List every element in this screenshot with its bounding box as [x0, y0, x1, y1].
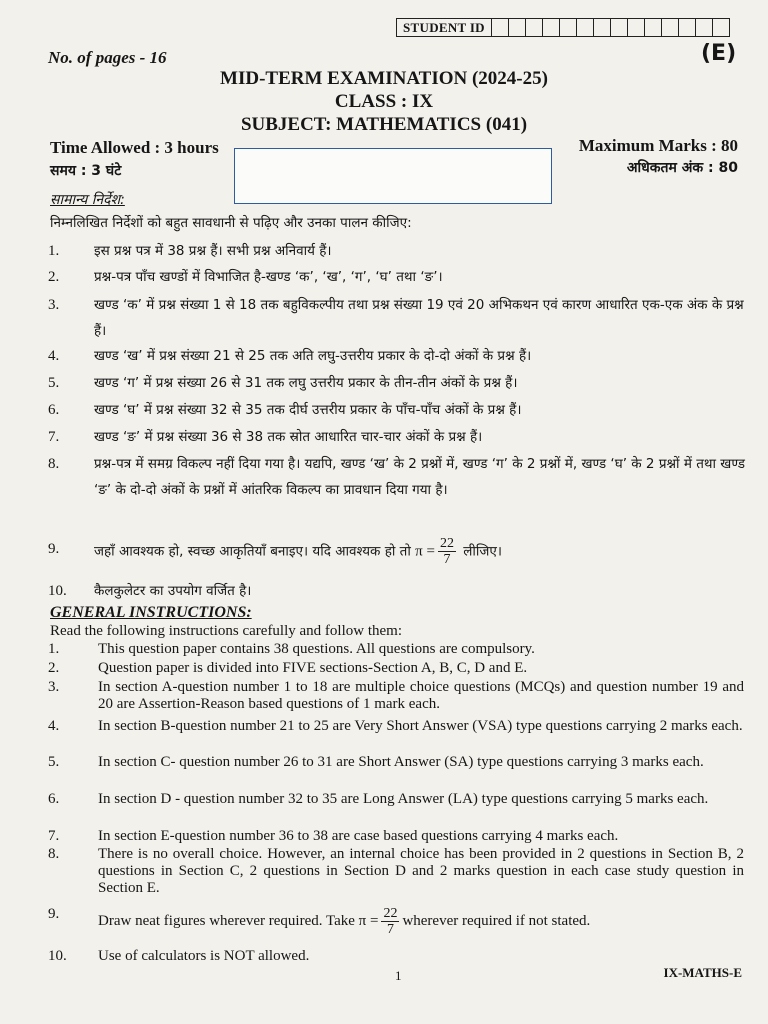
item-number: 4.: [48, 348, 60, 364]
subject-title: SUBJECT: MATHEMATICS (041): [240, 114, 528, 135]
item-text: In section E-question number 36 to 38 are case based questions carrying 4 marks each.: [98, 828, 619, 844]
time-allowed-hi: समय : 3 घंटे: [50, 163, 122, 179]
exam-title: MID-TERM EXAMINATION (2024-25): [220, 68, 548, 89]
item-text: Use of calculators is NOT allowed.: [98, 948, 310, 964]
item-text: In section C- question number 26 to 31 are Short Answer (SA) type questions carrying 3 marks each.: [98, 754, 704, 770]
item-text: प्रश्न-पत्र में समग्र विकल्प नहीं दिया गया है। यद्यपि, खण्ड ‘ख’ के 2 प्रश्नों में, खण्ड ‘ग’ के 2 प्रश्नों में, खण्ड ‘घ’ के 2 प्रश्नों में तथा खण्ड ‘ङ’ के दो-दो अंकों के प्रश्नों में आंतरिक विकल्प का प्रावधान दिया गया है।: [94, 456, 745, 498]
item-number: 3.: [48, 679, 60, 695]
item-text: In section D - question number 32 to 35 are Long Answer (LA) type questions carrying 5 marks each.: [98, 791, 709, 807]
item-number: 6.: [48, 402, 60, 418]
pi-symbol: π =: [358, 912, 379, 929]
item-number: 8.: [48, 456, 60, 472]
hindi-instructions-heading: सामान्य निर्देश:: [50, 192, 125, 208]
hindi-instruction-item: [48, 397, 748, 423]
student-id-cell[interactable]: [492, 19, 509, 36]
item-number: 10.: [48, 948, 67, 964]
student-id-cell[interactable]: [628, 19, 645, 36]
student-id-cell[interactable]: [526, 19, 543, 36]
item-number: 5.: [48, 754, 60, 770]
pi-fraction: [381, 906, 399, 937]
hindi-instruction-item: [48, 578, 748, 604]
item-text: [98, 906, 744, 937]
time-allowed-en: Time Allowed : 3 hours: [50, 138, 219, 157]
student-id-cell[interactable]: [594, 19, 611, 36]
item-text: कैलकुलेटर का उपयोग वर्जित है।: [94, 583, 252, 599]
item-text: This question paper contains 38 questions. All questions are compulsory.: [98, 641, 535, 657]
hindi-instruction-item: [48, 424, 748, 450]
instruction-item: [48, 948, 744, 965]
blank-stamp-box: [234, 148, 552, 204]
student-id-cell[interactable]: [543, 19, 560, 36]
item-text: खण्ड ‘घ’ में प्रश्न संख्या 32 से 35 तक दीर्घ उत्तरीय प्रकार के पाँच-पाँच अंकों के प्रश्न हैं।: [94, 402, 522, 418]
item-text: In section A-question number 1 to 18 are multiple choice questions (MCQs) and question number 19 and 20 are Assertion-Reason based questions of 1 mark each.: [98, 679, 744, 712]
instruction-item: [48, 641, 744, 658]
student-id-cell[interactable]: [713, 19, 729, 36]
instruction-item: [48, 754, 744, 771]
student-id-cell[interactable]: [645, 19, 662, 36]
hindi-instructions-intro: निम्नलिखित निर्देशों को बहुत सावधानी से पढ़िए और उनका पालन कीजिए:: [50, 215, 412, 231]
student-id-cell[interactable]: [611, 19, 628, 36]
item-text: खण्ड ‘ख’ में प्रश्न संख्या 21 से 25 तक अति लघु-उत्तरीय प्रकार के दो-दो अंकों के प्रश्न हैं।: [94, 348, 532, 364]
item-text-after: लीजिए।: [463, 543, 503, 560]
page-count: No. of pages - 16: [48, 48, 167, 67]
item-number: 5.: [48, 375, 60, 391]
set-code: (E): [701, 41, 737, 66]
max-marks-en: Maximum Marks : 80: [578, 136, 738, 155]
hindi-instruction-item: [48, 343, 748, 369]
item-number: 10.: [48, 583, 67, 599]
item-text: प्रश्न-पत्र पाँच खण्डों में विभाजित है-खण्ड ‘क’, ‘ख’, ‘ग’, ‘घ’ तथा ‘ङ’।: [94, 269, 443, 285]
item-text-before: Draw neat figures wherever required. Take: [98, 912, 355, 929]
hindi-instruction-item: [48, 451, 748, 503]
item-number: 8.: [48, 846, 60, 862]
student-id-cell[interactable]: [679, 19, 696, 36]
hindi-instruction-item: [48, 536, 748, 567]
student-id-label: STUDENT ID: [397, 19, 492, 36]
student-id-cell[interactable]: [662, 19, 679, 36]
page-number: 1: [395, 968, 402, 983]
item-text: खण्ड ‘क’ में प्रश्न संख्या 1 से 18 तक बहुविकल्पीय तथा प्रश्न संख्या 19 एवं 20 अभिकथन एवं कारण आधारित एक-एक अंक के प्रश्न हैं।: [94, 297, 744, 339]
hindi-instruction-item: [48, 264, 748, 290]
item-text-before: जहाँ आवश्यक हो, स्वच्छ आकृतियाँ बनाइए। यदि आवश्यक हो तो: [94, 543, 411, 560]
general-instructions-intro: Read the following instructions carefully and follow them:: [50, 623, 403, 639]
instruction-item: [48, 906, 744, 937]
student-id-cell[interactable]: [577, 19, 594, 36]
fraction-numerator: 22: [439, 536, 454, 551]
item-text: खण्ड ‘ङ’ में प्रश्न संख्या 36 से 38 तक स्रोत आधारित चार-चार अंकों के प्रश्न हैं।: [94, 429, 483, 445]
fraction-numerator: 22: [383, 906, 398, 921]
item-number: 7.: [48, 429, 60, 445]
general-instructions-heading: GENERAL INSTRUCTIONS:: [50, 604, 252, 621]
item-text: In section B-question number 21 to 25 are Very Short Answer (VSA) type questions carrying 2 marks each.: [98, 718, 743, 734]
instruction-item: [48, 660, 744, 677]
item-number: 7.: [48, 828, 60, 844]
item-number: 6.: [48, 791, 60, 807]
item-text: There is no overall choice. However, an internal choice has been provided in 2 questions in Section B, 2 questions in Section C, 2 questions in Section D and 2 marks question in each case study question in Section E.: [98, 846, 744, 896]
item-text-after: wherever required if not stated.: [402, 912, 591, 929]
item-text: खण्ड ‘ग’ में प्रश्न संख्या 26 से 31 तक लघु उत्तरीय प्रकार के तीन-तीन अंकों के प्रश्न हैं।: [94, 375, 518, 391]
student-id-cell[interactable]: [560, 19, 577, 36]
instruction-item: [48, 846, 744, 897]
item-text: [94, 536, 748, 567]
instruction-item: [48, 679, 744, 713]
item-number: 3.: [48, 297, 60, 313]
student-id-box[interactable]: [396, 18, 730, 37]
paper-code: IX-MATHS-E: [663, 965, 742, 980]
item-number: 2.: [48, 269, 60, 285]
student-id-cell[interactable]: [696, 19, 713, 36]
item-number: 9.: [48, 906, 60, 922]
fraction-denominator: 7: [443, 552, 451, 567]
item-number: 1.: [48, 641, 60, 657]
item-number: 4.: [48, 718, 60, 734]
item-text: इस प्रश्न पत्र में 38 प्रश्न हैं। सभी प्रश्न अनिवार्य हैं।: [94, 243, 332, 259]
instruction-item: [48, 718, 744, 735]
class-title: CLASS : IX: [334, 91, 434, 112]
hindi-instruction-item: [48, 238, 748, 264]
item-number: 1.: [48, 243, 60, 259]
student-id-cell[interactable]: [509, 19, 526, 36]
item-text: Question paper is divided into FIVE sections-Section A, B, C, D and E.: [98, 660, 528, 676]
item-number: 9.: [48, 541, 60, 557]
fraction-denominator: 7: [386, 922, 394, 937]
instruction-item: [48, 791, 744, 808]
max-marks-hi: अधिकतम अंक : 80: [626, 160, 738, 176]
item-number: 2.: [48, 660, 60, 676]
pi-fraction: [438, 536, 456, 567]
instruction-item: [48, 828, 744, 845]
hindi-instruction-item: [48, 292, 748, 344]
hindi-instruction-item: [48, 370, 748, 396]
pi-symbol: π =: [415, 543, 435, 560]
